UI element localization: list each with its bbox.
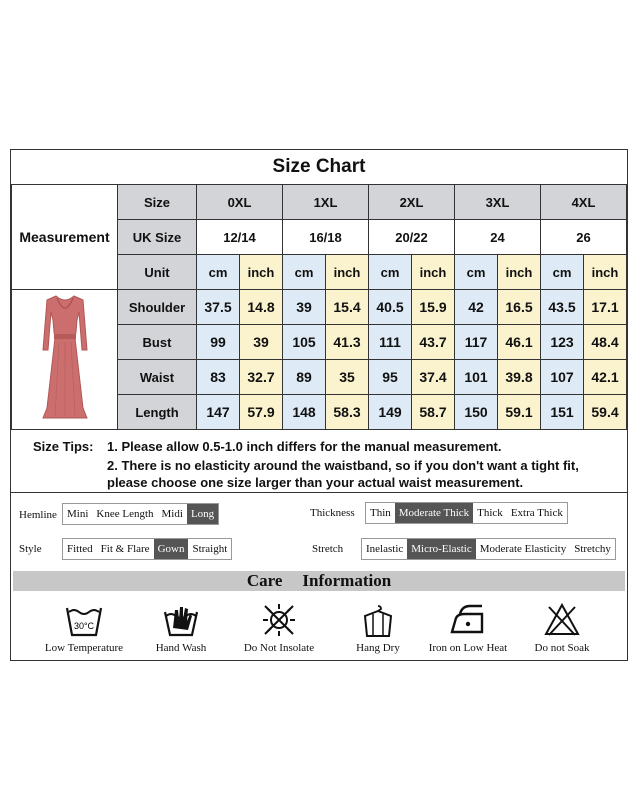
measurement-value: 39.8 [498, 360, 541, 395]
unit-cm: cm [455, 255, 498, 290]
measurement-value: 42 [455, 290, 498, 325]
do-not-soak-icon [542, 602, 582, 638]
measurement-label: Measurement [12, 185, 118, 290]
iron-low-heat-icon [448, 602, 488, 638]
stretch-option: Stretchy [574, 543, 611, 555]
unit-inch: inch [326, 255, 369, 290]
unit-cm: cm [369, 255, 412, 290]
measurement-value: 105 [283, 325, 326, 360]
measurement-value: 107 [541, 360, 584, 395]
uk-size-value: 26 [541, 220, 627, 255]
measurement-value: 35 [326, 360, 369, 395]
care-do-not-soak [507, 602, 617, 654]
style-options [62, 538, 232, 560]
size-table [11, 184, 627, 430]
measurement-value: 42.1 [584, 360, 627, 395]
measurement-value: 15.9 [412, 290, 455, 325]
care-label-iron-low-heat: Iron on Low Heat [428, 642, 508, 654]
measurement-value: 111 [369, 325, 412, 360]
stretch-label: Stretch [312, 543, 344, 555]
size-chart-sheet [10, 149, 628, 661]
unit-inch: inch [240, 255, 283, 290]
measurement-value: 101 [455, 360, 498, 395]
measurement-value: 14.8 [240, 290, 283, 325]
unit-inch: inch [412, 255, 455, 290]
care-label-hang-dry: Hang Dry [356, 642, 400, 654]
measurement-value: 151 [541, 395, 584, 430]
size-tip-3: please choose one size larger than your actual waist measurement. [107, 475, 524, 490]
care-information-header [13, 571, 625, 591]
dress-image-cell [12, 290, 118, 430]
style-option-box [62, 538, 232, 560]
measurement-row-label: Shoulder [118, 290, 197, 325]
size-label: Size [118, 185, 197, 220]
size-tips-label: Size Tips: [33, 439, 94, 454]
style-option: Straight [192, 543, 228, 555]
measurement-value: 58.7 [412, 395, 455, 430]
care-label-do-not-soak: Do not Soak [534, 642, 590, 654]
thickness-label: Thickness [310, 507, 355, 519]
uk-size-value: 20/22 [369, 220, 455, 255]
hemline-label: Hemline [19, 509, 57, 521]
measurement-value: 59.1 [498, 395, 541, 430]
measurement-value: 148 [283, 395, 326, 430]
measurement-value: 83 [197, 360, 240, 395]
stretch-option: Inelastic [366, 543, 404, 555]
measurement-value: 99 [197, 325, 240, 360]
size-header: 4XL [541, 185, 627, 220]
stretch-option: Micro-Elastic [407, 539, 475, 559]
stretch-option: Moderate Elasticity [479, 543, 567, 555]
measurement-value: 150 [455, 395, 498, 430]
measurement-row-label: Bust [118, 325, 197, 360]
thickness-options [365, 502, 568, 524]
style-option: Fitted [67, 543, 93, 555]
size-header: 0XL [197, 185, 283, 220]
measurement-value: 117 [455, 325, 498, 360]
measurement-value: 32.7 [240, 360, 283, 395]
care-title-word-1: Care [246, 571, 283, 590]
care-low-temperature [29, 602, 139, 654]
measurement-value: 95 [369, 360, 412, 395]
style-option: Fit & Flare [100, 543, 150, 555]
do-not-insolate-icon [259, 602, 299, 638]
measurement-value: 15.4 [326, 290, 369, 325]
size-tip-2: 2. There is no elasticity around the waistband, so if you don't want a tight fit, [107, 458, 579, 473]
size-tip-1: 1. Please allow 0.5-1.0 inch differs for the manual measurement. [107, 439, 502, 454]
dress-image [25, 290, 105, 426]
measurement-value: 37.5 [197, 290, 240, 325]
measurement-value: 59.4 [584, 395, 627, 430]
page-title: Size Chart [11, 150, 627, 185]
unit-cm: cm [197, 255, 240, 290]
measurement-value: 43.7 [412, 325, 455, 360]
hang-dry-icon [358, 602, 398, 638]
uk-size-value: 24 [455, 220, 541, 255]
measurement-value: 58.3 [326, 395, 369, 430]
unit-inch: inch [498, 255, 541, 290]
style-option: Gown [154, 539, 189, 559]
hemline-option: Midi [161, 508, 183, 520]
size-header: 3XL [455, 185, 541, 220]
measurement-value: 40.5 [369, 290, 412, 325]
stretch-options [361, 538, 616, 560]
uk-size-value: 12/14 [197, 220, 283, 255]
uk-size-label: UK Size [118, 220, 197, 255]
measurement-row-label: Waist [118, 360, 197, 395]
hemline-option: Mini [67, 508, 89, 520]
unit-cm: cm [283, 255, 326, 290]
thickness-option-box [365, 502, 568, 524]
care-label-hand-wash: Hand Wash [155, 642, 207, 654]
care-do-not-insolate [224, 602, 334, 654]
hand-wash-icon [161, 602, 201, 638]
thickness-option: Extra Thick [510, 507, 563, 519]
unit-label: Unit [118, 255, 197, 290]
measurement-value: 39 [240, 325, 283, 360]
care-label-low-temperature: Low Temperature [44, 642, 124, 654]
measurement-value: 89 [283, 360, 326, 395]
unit-cm: cm [541, 255, 584, 290]
size-header: 2XL [369, 185, 455, 220]
measurement-value: 37.4 [412, 360, 455, 395]
measurement-value: 39 [283, 290, 326, 325]
care-title-word-2: Information [302, 571, 392, 590]
thickness-option: Thick [477, 507, 503, 519]
hemline-option-box [62, 503, 219, 525]
wash-30-icon [64, 602, 104, 638]
unit-inch: inch [584, 255, 627, 290]
measurement-value: 46.1 [498, 325, 541, 360]
care-hand-wash [126, 602, 236, 654]
measurement-value: 147 [197, 395, 240, 430]
measurement-value: 17.1 [584, 290, 627, 325]
uk-size-value: 16/18 [283, 220, 369, 255]
measurement-value: 41.3 [326, 325, 369, 360]
measurement-value: 43.5 [541, 290, 584, 325]
style-label: Style [19, 543, 42, 555]
size-header: 1XL [283, 185, 369, 220]
thickness-option: Thin [370, 507, 391, 519]
measurement-row-label: Length [118, 395, 197, 430]
stretch-option-box [361, 538, 616, 560]
hemline-option: Long [187, 504, 218, 524]
hemline-options [62, 503, 219, 525]
measurement-value: 16.5 [498, 290, 541, 325]
measurement-value: 123 [541, 325, 584, 360]
measurement-value: 48.4 [584, 325, 627, 360]
wash-temperature: 30°C [73, 621, 95, 631]
measurement-value: 57.9 [240, 395, 283, 430]
hemline-option: Knee Length [96, 508, 154, 520]
measurement-value: 149 [369, 395, 412, 430]
care-label-do-not-insolate: Do Not Insolate [243, 642, 315, 654]
size-tips [11, 435, 627, 493]
thickness-option: Moderate Thick [395, 503, 473, 523]
